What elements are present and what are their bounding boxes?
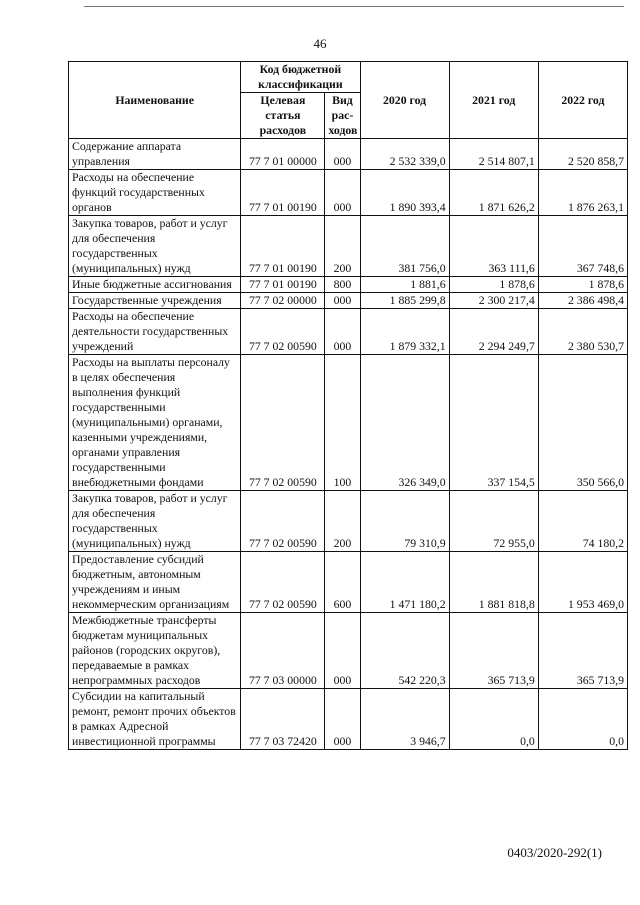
table-row	[69, 689, 628, 750]
row-target-article: 77 7 03 72420	[241, 689, 325, 750]
row-value-2021: 1 878,6	[449, 277, 538, 293]
header-year-2020: 2020 год	[360, 62, 449, 139]
row-expense-type: 200	[325, 216, 360, 277]
row-value-2020: 1 879 332,1	[360, 309, 449, 355]
row-value-2021: 365 713,9	[449, 613, 538, 689]
row-expense-type: 000	[325, 309, 360, 355]
row-value-2021: 0,0	[449, 689, 538, 750]
row-expense-type: 000	[325, 613, 360, 689]
table-row	[69, 491, 628, 552]
row-expense-type: 600	[325, 552, 360, 613]
row-expense-type: 000	[325, 293, 360, 309]
row-target-article: 77 7 01 00000	[241, 139, 325, 170]
top-rule	[84, 6, 624, 7]
table-row	[69, 170, 628, 216]
row-value-2022: 2 380 530,7	[538, 309, 627, 355]
row-value-2022: 365 713,9	[538, 613, 627, 689]
row-value-2021: 1 871 626,2	[449, 170, 538, 216]
row-value-2021: 2 294 249,7	[449, 309, 538, 355]
row-name: Предоставление субсидий бюджетным, автономным учреждениям и иным некоммерческим организациям	[69, 552, 241, 613]
row-name: Закупка товаров, работ и услуг для обеспечения государственных (муниципальных) нужд	[69, 491, 241, 552]
row-target-article: 77 7 02 00590	[241, 309, 325, 355]
header-name: Наименование	[69, 62, 241, 139]
row-name: Закупка товаров, работ и услуг для обеспечения государственных (муниципальных) нужд	[69, 216, 241, 277]
table-body	[69, 139, 628, 750]
row-value-2020: 79 310,9	[360, 491, 449, 552]
row-expense-type: 100	[325, 355, 360, 491]
header-expense-type: Вид рас-ходов	[325, 93, 360, 139]
row-expense-type: 000	[325, 170, 360, 216]
row-value-2020: 326 349,0	[360, 355, 449, 491]
row-expense-type: 800	[325, 277, 360, 293]
header-code-group: Код бюджетной классификации	[241, 62, 360, 93]
row-value-2022: 1 953 469,0	[538, 552, 627, 613]
table-row	[69, 309, 628, 355]
table-row	[69, 277, 628, 293]
row-target-article: 77 7 01 00190	[241, 216, 325, 277]
document-code: 0403/2020-292(1)	[507, 845, 602, 860]
header-year-2022: 2022 год	[538, 62, 627, 139]
header-year-2021: 2021 год	[449, 62, 538, 139]
row-expense-type: 000	[325, 139, 360, 170]
row-name: Расходы на обеспечение деятельности государственных учреждений	[69, 309, 241, 355]
row-value-2021: 337 154,5	[449, 355, 538, 491]
row-name: Содержание аппарата управления	[69, 139, 241, 170]
row-value-2020: 542 220,3	[360, 613, 449, 689]
row-expense-type: 000	[325, 689, 360, 750]
row-value-2020: 1 881,6	[360, 277, 449, 293]
page-number: 46	[313, 36, 327, 51]
row-target-article: 77 7 02 00000	[241, 293, 325, 309]
row-name: Межбюджетные трансферты бюджетам муниципальных районов (городских округов), передаваемые в рамках непрограммных расходов	[69, 613, 241, 689]
budget-table	[68, 61, 628, 750]
row-value-2022: 367 748,6	[538, 216, 627, 277]
table-row	[69, 139, 628, 170]
table-row	[69, 293, 628, 309]
table-row	[69, 613, 628, 689]
row-name: Расходы на выплаты персоналу в целях обеспечения выполнения функций государственными (муниципальными) органами, казенными учреждениями, органами управления государственными внебюджетными фондами	[69, 355, 241, 491]
header-target-article: Целевая статья расходов	[241, 93, 325, 139]
row-name: Государственные учреждения	[69, 293, 241, 309]
row-value-2020: 1 471 180,2	[360, 552, 449, 613]
row-value-2020: 1 890 393,4	[360, 170, 449, 216]
row-value-2020: 1 885 299,8	[360, 293, 449, 309]
row-value-2022: 1 876 263,1	[538, 170, 627, 216]
row-name: Расходы на обеспечение функций государственных органов	[69, 170, 241, 216]
row-target-article: 77 7 03 00000	[241, 613, 325, 689]
table-row	[69, 552, 628, 613]
row-name: Иные бюджетные ассигнования	[69, 277, 241, 293]
row-target-article: 77 7 01 00190	[241, 170, 325, 216]
row-value-2020: 3 946,7	[360, 689, 449, 750]
row-value-2021: 2 300 217,4	[449, 293, 538, 309]
row-value-2022: 1 878,6	[538, 277, 627, 293]
row-target-article: 77 7 02 00590	[241, 355, 325, 491]
row-expense-type: 200	[325, 491, 360, 552]
row-value-2021: 72 955,0	[449, 491, 538, 552]
row-value-2020: 381 756,0	[360, 216, 449, 277]
row-value-2021: 1 881 818,8	[449, 552, 538, 613]
row-target-article: 77 7 02 00590	[241, 552, 325, 613]
table-row	[69, 216, 628, 277]
row-value-2021: 2 514 807,1	[449, 139, 538, 170]
header-row	[69, 62, 628, 93]
row-value-2022: 350 566,0	[538, 355, 627, 491]
row-name: Субсидии на капитальный ремонт, ремонт прочих объектов в рамках Адресной инвестиционной программы	[69, 689, 241, 750]
table-row	[69, 355, 628, 491]
row-value-2022: 2 386 498,4	[538, 293, 627, 309]
row-target-article: 77 7 01 00190	[241, 277, 325, 293]
row-value-2022: 74 180,2	[538, 491, 627, 552]
row-target-article: 77 7 02 00590	[241, 491, 325, 552]
row-value-2022: 0,0	[538, 689, 627, 750]
row-value-2020: 2 532 339,0	[360, 139, 449, 170]
row-value-2022: 2 520 858,7	[538, 139, 627, 170]
row-value-2021: 363 111,6	[449, 216, 538, 277]
